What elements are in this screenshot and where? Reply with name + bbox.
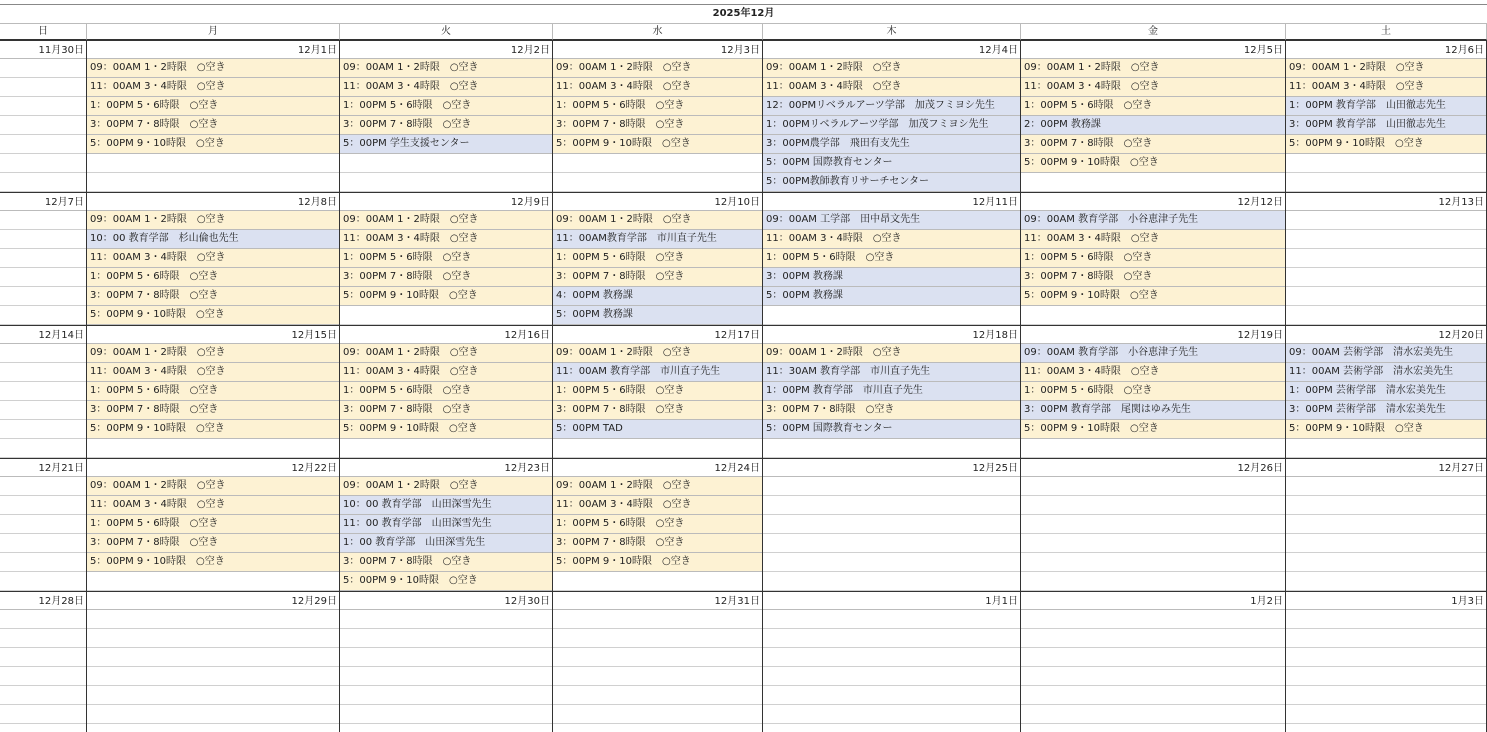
slot-available[interactable]: 3：00PM 7・8時限 ○空き [340,116,553,135]
empty-cell[interactable] [340,439,553,458]
weekday-header-sunday: 日 [0,23,87,40]
slot-available[interactable]: 09：00AM 1・2時限 ○空き [340,211,553,230]
slot-booked[interactable]: 12：00PMリベラルアーツ学部 加茂フミヨシ先生 [763,97,1021,116]
day-date-label[interactable]: 12月11日 [763,192,1021,211]
empty-cell[interactable] [1286,173,1487,192]
day-date-label[interactable]: 12月20日 [1286,325,1487,344]
slot-booked[interactable]: 09：00AM 教育学部 小谷恵津子先生 [1021,344,1286,363]
slot-available[interactable]: 3：00PM 7・8時限 ○空き [87,287,340,306]
slot-available[interactable]: 1：00PM 5・6時限 ○空き [553,97,763,116]
slot-available[interactable]: 5：00PM 9・10時限 ○空き [1021,154,1286,173]
day-date-label[interactable]: 12月10日 [553,192,763,211]
day-date-label[interactable]: 1月2日 [1021,591,1286,610]
slot-available[interactable]: 3：00PM 7・8時限 ○空き [553,116,763,135]
slot-available[interactable]: 5：00PM 9・10時限 ○空き [340,420,553,439]
slot-available[interactable]: 11：00AM 3・4時限 ○空き [1021,230,1286,249]
empty-cell[interactable] [1021,610,1286,629]
empty-cell[interactable] [0,249,87,268]
empty-cell[interactable] [1021,173,1286,192]
slot-available[interactable]: 1：00PM 5・6時限 ○空き [87,268,340,287]
slot-available[interactable]: 09：00AM 1・2時限 ○空き [1286,59,1487,78]
slot-available[interactable]: 09：00AM 1・2時限 ○空き [553,211,763,230]
empty-cell[interactable] [1021,477,1286,496]
empty-cell[interactable] [340,610,553,629]
empty-cell[interactable] [0,116,87,135]
empty-cell[interactable] [0,553,87,572]
empty-cell[interactable] [763,534,1021,553]
empty-cell[interactable] [87,572,340,591]
slot-available[interactable]: 5：00PM 9・10時限 ○空き [553,553,763,572]
slot-booked[interactable]: 1：00PMリベラルアーツ学部 加茂フミヨシ先生 [763,116,1021,135]
day-date-label[interactable]: 12月17日 [553,325,763,344]
empty-cell[interactable] [1021,439,1286,458]
empty-cell[interactable] [553,572,763,591]
slot-available[interactable]: 3：00PM 7・8時限 ○空き [340,268,553,287]
empty-cell[interactable] [0,686,87,705]
slot-available[interactable]: 5：00PM 9・10時限 ○空き [340,287,553,306]
slot-available[interactable]: 09：00AM 1・2時限 ○空き [553,344,763,363]
empty-cell[interactable] [0,648,87,667]
day-date-label[interactable]: 12月15日 [87,325,340,344]
empty-cell[interactable] [0,439,87,458]
empty-cell[interactable] [1286,553,1487,572]
empty-cell[interactable] [763,515,1021,534]
slot-booked[interactable]: 09：00AM 教育学部 小谷恵津子先生 [1021,211,1286,230]
slot-available[interactable]: 5：00PM 9・10時限 ○空き [1021,420,1286,439]
day-date-label[interactable]: 12月7日 [0,192,87,211]
slot-available[interactable]: 3：00PM 7・8時限 ○空き [340,401,553,420]
slot-available[interactable]: 1：00PM 5・6時限 ○空き [553,382,763,401]
slot-available[interactable]: 09：00AM 1・2時限 ○空き [553,477,763,496]
empty-cell[interactable] [1286,515,1487,534]
day-date-label[interactable]: 12月29日 [87,591,340,610]
slot-booked[interactable]: 5：00PM 学生支援センター [340,135,553,154]
empty-cell[interactable] [553,648,763,667]
slot-available[interactable]: 09：00AM 1・2時限 ○空き [87,59,340,78]
weekday-header-saturday: 土 [1286,23,1487,40]
empty-cell[interactable] [0,306,87,325]
slot-available[interactable]: 09：00AM 1・2時限 ○空き [763,59,1021,78]
slot-available[interactable]: 5：00PM 9・10時限 ○空き [87,420,340,439]
empty-cell[interactable] [1286,477,1487,496]
day-date-label[interactable]: 12月30日 [340,591,553,610]
empty-cell[interactable] [1286,287,1487,306]
empty-cell[interactable] [1021,496,1286,515]
empty-cell[interactable] [763,496,1021,515]
empty-cell[interactable] [553,705,763,724]
slot-booked[interactable]: 09：00AM 芸術学部 清水宏美先生 [1286,344,1487,363]
slot-available[interactable]: 5：00PM 9・10時限 ○空き [87,135,340,154]
slot-available[interactable]: 09：00AM 1・2時限 ○空き [87,211,340,230]
slot-booked[interactable]: 11：30AM 教育学部 市川直子先生 [763,363,1021,382]
slot-available[interactable]: 5：00PM 9・10時限 ○空き [1286,135,1487,154]
day-date-label[interactable]: 12月1日 [87,40,340,59]
empty-cell[interactable] [0,287,87,306]
slot-available[interactable]: 09：00AM 1・2時限 ○空き [87,344,340,363]
weekday-header-monday: 月 [87,23,340,40]
empty-cell[interactable] [553,173,763,192]
empty-cell[interactable] [0,705,87,724]
empty-cell[interactable] [1021,553,1286,572]
slot-available[interactable]: 09：00AM 1・2時限 ○空き [763,344,1021,363]
empty-cell[interactable] [763,705,1021,724]
slot-available[interactable]: 5：00PM 9・10時限 ○空き [340,572,553,591]
slot-booked[interactable]: 3：00PM 教育学部 尾関はゆみ先生 [1021,401,1286,420]
day-date-label[interactable]: 12月19日 [1021,325,1286,344]
slot-booked[interactable]: 11：00 教育学部 山田深雪先生 [340,515,553,534]
empty-cell[interactable] [763,306,1021,325]
empty-cell[interactable] [1021,306,1286,325]
slot-available[interactable]: 11：00AM 3・4時限 ○空き [553,496,763,515]
weekday-header-thursday: 木 [763,23,1021,40]
empty-cell[interactable] [0,382,87,401]
day-date-label[interactable]: 11月30日 [0,40,87,59]
slot-available[interactable]: 3：00PM 7・8時限 ○空き [87,116,340,135]
slot-booked[interactable]: 5：00PM教師教育リサーチセンター [763,173,1021,192]
slot-booked[interactable]: 2：00PM 教務課 [1021,116,1286,135]
slot-booked[interactable]: 1：00PM 芸術学部 清水宏美先生 [1286,382,1487,401]
slot-booked[interactable]: 10：00 教育学部 杉山倫也先生 [87,230,340,249]
slot-available[interactable]: 1：00PM 5・6時限 ○空き [87,515,340,534]
slot-available[interactable]: 09：00AM 1・2時限 ○空き [1021,59,1286,78]
slot-booked[interactable]: 3：00PM農学部 飛田有支先生 [763,135,1021,154]
empty-cell[interactable] [1021,705,1286,724]
slot-available[interactable]: 5：00PM 9・10時限 ○空き [1021,287,1286,306]
empty-cell[interactable] [1286,439,1487,458]
empty-cell[interactable] [0,610,87,629]
empty-cell[interactable] [1286,667,1487,686]
empty-cell[interactable] [87,173,340,192]
weekday-header-tuesday: 火 [340,23,553,40]
empty-cell[interactable] [340,629,553,648]
empty-cell[interactable] [1286,211,1487,230]
slot-available[interactable]: 09：00AM 1・2時限 ○空き [340,59,553,78]
empty-cell[interactable] [0,59,87,78]
empty-cell[interactable] [1286,572,1487,591]
empty-cell[interactable] [0,154,87,173]
empty-cell[interactable] [87,610,340,629]
slot-available[interactable]: 11：00AM 3・4時限 ○空き [553,78,763,97]
empty-cell[interactable] [763,477,1021,496]
empty-cell[interactable] [87,705,340,724]
slot-available[interactable]: 1：00PM 5・6時限 ○空き [1021,97,1286,116]
slot-available[interactable]: 1：00PM 5・6時限 ○空き [553,249,763,268]
empty-cell[interactable] [1286,230,1487,249]
empty-cell[interactable] [0,135,87,154]
slot-available[interactable]: 5：00PM 9・10時限 ○空き [87,553,340,572]
day-date-label[interactable]: 12月8日 [87,192,340,211]
empty-cell[interactable] [1286,629,1487,648]
empty-cell[interactable] [1286,648,1487,667]
empty-cell[interactable] [553,686,763,705]
day-date-label[interactable]: 12月31日 [553,591,763,610]
month-title: 2025年12月 [0,4,1487,24]
day-date-label[interactable]: 12月4日 [763,40,1021,59]
day-date-label[interactable]: 12月12日 [1021,192,1286,211]
empty-cell[interactable] [0,173,87,192]
day-date-label[interactable]: 12月21日 [0,458,87,477]
day-date-label[interactable]: 12月24日 [553,458,763,477]
empty-cell[interactable] [0,667,87,686]
slot-available[interactable]: 5：00PM 9・10時限 ○空き [87,306,340,325]
slot-available[interactable]: 11：00AM 3・4時限 ○空き [340,363,553,382]
slot-available[interactable]: 09：00AM 1・2時限 ○空き [340,477,553,496]
day-date-label[interactable]: 12月23日 [340,458,553,477]
empty-cell[interactable] [87,667,340,686]
day-date-label[interactable]: 12月13日 [1286,192,1487,211]
slot-booked[interactable]: 5：00PM 国際教育センター [763,154,1021,173]
slot-available[interactable]: 11：00AM 3・4時限 ○空き [87,249,340,268]
slot-available[interactable]: 1：00PM 5・6時限 ○空き [87,382,340,401]
empty-cell[interactable] [1021,534,1286,553]
slot-available[interactable]: 09：00AM 1・2時限 ○空き [87,477,340,496]
day-date-label[interactable]: 12月3日 [553,40,763,59]
slot-available[interactable]: 11：00AM 3・4時限 ○空き [340,230,553,249]
empty-cell[interactable] [0,97,87,116]
day-date-label[interactable]: 1月3日 [1286,591,1487,610]
empty-cell[interactable] [340,306,553,325]
empty-cell[interactable] [87,629,340,648]
empty-cell[interactable] [553,629,763,648]
slot-available[interactable]: 1：00PM 5・6時限 ○空き [553,515,763,534]
empty-cell[interactable] [763,629,1021,648]
slot-booked[interactable]: 11：00AM 芸術学部 清水宏美先生 [1286,363,1487,382]
empty-cell[interactable] [763,667,1021,686]
day-date-label[interactable]: 12月27日 [1286,458,1487,477]
slot-available[interactable]: 5：00PM 9・10時限 ○空き [553,135,763,154]
slot-booked[interactable]: 10：00 教育学部 山田深雪先生 [340,496,553,515]
slot-available[interactable]: 11：00AM 3・4時限 ○空き [763,78,1021,97]
slot-available[interactable]: 1：00PM 5・6時限 ○空き [340,97,553,116]
empty-cell[interactable] [1286,306,1487,325]
empty-cell[interactable] [340,705,553,724]
slot-booked[interactable]: 11：00AM教育学部 市川直子先生 [553,230,763,249]
empty-cell[interactable] [553,154,763,173]
slot-booked[interactable]: 3：00PM 教育学部 山田徹志先生 [1286,116,1487,135]
slot-available[interactable]: 11：00AM 3・4時限 ○空き [1021,78,1286,97]
empty-cell[interactable] [0,496,87,515]
empty-cell[interactable] [87,686,340,705]
day-date-label[interactable]: 12月25日 [763,458,1021,477]
slot-booked[interactable]: 5：00PM 教務課 [763,287,1021,306]
empty-cell[interactable] [0,344,87,363]
empty-cell[interactable] [0,78,87,97]
empty-cell[interactable] [0,268,87,287]
slot-available[interactable]: 1：00PM 5・6時限 ○空き [1021,249,1286,268]
day-date-label[interactable]: 12月26日 [1021,458,1286,477]
slot-available[interactable]: 3：00PM 7・8時限 ○空き [1021,268,1286,287]
weekday-header-friday: 金 [1021,23,1286,40]
slot-available[interactable]: 1：00PM 5・6時限 ○空き [340,249,553,268]
slot-booked[interactable]: 09：00AM 工学部 田中昂文先生 [763,211,1021,230]
day-date-label[interactable]: 12月5日 [1021,40,1286,59]
empty-cell[interactable] [87,648,340,667]
day-date-label[interactable]: 12月6日 [1286,40,1487,59]
slot-available[interactable]: 11：00AM 3・4時限 ○空き [763,230,1021,249]
slot-booked[interactable]: 5：00PM 教務課 [553,306,763,325]
empty-cell[interactable] [340,667,553,686]
slot-available[interactable]: 11：00AM 3・4時限 ○空き [87,78,340,97]
empty-cell[interactable] [1286,268,1487,287]
slot-booked[interactable]: 1：00PM 教育学部 山田徹志先生 [1286,97,1487,116]
slot-available[interactable]: 5：00PM 9・10時限 ○空き [1286,420,1487,439]
empty-cell[interactable] [340,154,553,173]
empty-cell[interactable] [1286,610,1487,629]
empty-cell[interactable] [0,420,87,439]
slot-available[interactable]: 3：00PM 7・8時限 ○空き [340,553,553,572]
empty-cell[interactable] [1286,154,1487,173]
slot-booked[interactable]: 5：00PM 国際教育センター [763,420,1021,439]
empty-cell[interactable] [553,667,763,686]
empty-cell[interactable] [1286,534,1487,553]
empty-cell[interactable] [1286,496,1487,515]
empty-cell[interactable] [340,173,553,192]
slot-available[interactable]: 09：00AM 1・2時限 ○空き [553,59,763,78]
empty-cell[interactable] [1021,629,1286,648]
empty-cell[interactable] [1021,572,1286,591]
slot-booked[interactable]: 5：00PM TAD [553,420,763,439]
slot-available[interactable]: 09：00AM 1・2時限 ○空き [340,344,553,363]
day-date-label[interactable]: 12月9日 [340,192,553,211]
empty-cell[interactable] [553,610,763,629]
empty-cell[interactable] [1286,249,1487,268]
slot-booked[interactable]: 11：00AM 教育学部 市川直子先生 [553,363,763,382]
slot-available[interactable]: 11：00AM 3・4時限 ○空き [87,496,340,515]
slot-booked[interactable]: 3：00PM 芸術学部 清水宏美先生 [1286,401,1487,420]
empty-cell[interactable] [1021,667,1286,686]
slot-booked[interactable]: 4：00PM 教務課 [553,287,763,306]
slot-available[interactable]: 3：00PM 7・8時限 ○空き [763,401,1021,420]
empty-cell[interactable] [763,439,1021,458]
empty-cell[interactable] [0,211,87,230]
slot-available[interactable]: 3：00PM 7・8時限 ○空き [87,401,340,420]
empty-cell[interactable] [1021,686,1286,705]
empty-cell[interactable] [0,572,87,591]
empty-cell[interactable] [87,439,340,458]
slot-available[interactable]: 3：00PM 7・8時限 ○空き [553,268,763,287]
empty-cell[interactable] [763,610,1021,629]
slot-available[interactable]: 3：00PM 7・8時限 ○空き [553,534,763,553]
empty-cell[interactable] [763,553,1021,572]
empty-cell[interactable] [0,515,87,534]
slot-booked[interactable]: 1：00 教育学部 山田深雪先生 [340,534,553,553]
day-date-label[interactable]: 12月14日 [0,325,87,344]
slot-available[interactable]: 11：00AM 3・4時限 ○空き [1021,363,1286,382]
empty-cell[interactable] [0,477,87,496]
slot-available[interactable]: 11：00AM 3・4時限 ○空き [87,363,340,382]
slot-booked[interactable]: 3：00PM 教務課 [763,268,1021,287]
empty-cell[interactable] [763,572,1021,591]
day-date-label[interactable]: 12月28日 [0,591,87,610]
slot-available[interactable]: 1：00PM 5・6時限 ○空き [340,382,553,401]
empty-cell[interactable] [340,686,553,705]
empty-cell[interactable] [0,629,87,648]
empty-cell[interactable] [763,686,1021,705]
empty-cell[interactable] [1286,686,1487,705]
empty-cell[interactable] [87,154,340,173]
slot-available[interactable]: 1：00PM 5・6時限 ○空き [763,249,1021,268]
slot-available[interactable]: 1：00PM 5・6時限 ○空き [87,97,340,116]
slot-available[interactable]: 3：00PM 7・8時限 ○空き [87,534,340,553]
empty-cell[interactable] [0,401,87,420]
slot-available[interactable]: 11：00AM 3・4時限 ○空き [340,78,553,97]
weekday-header-wednesday: 水 [553,23,763,40]
day-date-label[interactable]: 12月18日 [763,325,1021,344]
empty-cell[interactable] [340,648,553,667]
slot-available[interactable]: 1：00PM 5・6時限 ○空き [1021,382,1286,401]
day-date-label[interactable]: 12月22日 [87,458,340,477]
empty-cell[interactable] [1021,648,1286,667]
empty-cell[interactable] [0,363,87,382]
slot-available[interactable]: 11：00AM 3・4時限 ○空き [1286,78,1487,97]
slot-booked[interactable]: 1：00PM 教育学部 市川直子先生 [763,382,1021,401]
day-date-label[interactable]: 1月1日 [763,591,1021,610]
empty-cell[interactable] [763,648,1021,667]
empty-cell[interactable] [1286,705,1487,724]
empty-cell[interactable] [553,439,763,458]
empty-cell[interactable] [1021,515,1286,534]
slot-available[interactable]: 3：00PM 7・8時限 ○空き [1021,135,1286,154]
slot-available[interactable]: 3：00PM 7・8時限 ○空き [553,401,763,420]
day-date-label[interactable]: 12月2日 [340,40,553,59]
empty-cell[interactable] [0,230,87,249]
empty-cell[interactable] [0,534,87,553]
day-date-label[interactable]: 12月16日 [340,325,553,344]
